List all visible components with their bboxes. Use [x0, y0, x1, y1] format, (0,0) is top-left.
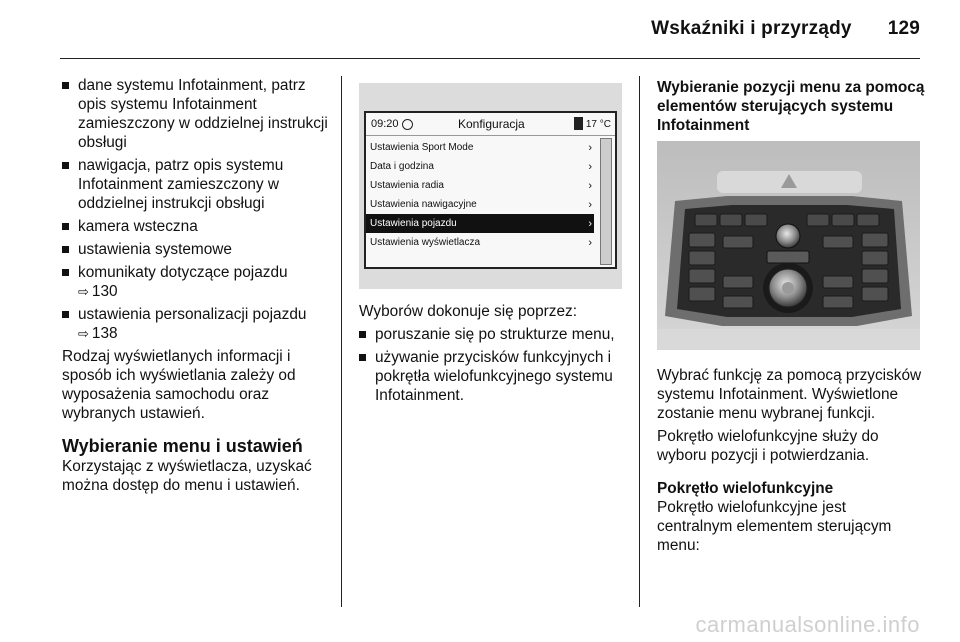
header-divider: [60, 58, 920, 59]
clock-icon: [402, 119, 413, 130]
chevron-right-icon: ›: [588, 160, 592, 173]
screen-scrollbar[interactable]: [600, 138, 612, 265]
chevron-right-icon: ›: [588, 179, 592, 192]
chevron-right-icon: ›: [588, 236, 592, 249]
list-item: ustawienia systemowe: [62, 240, 334, 259]
chapter-title: Wskaźniki i przyrządy: [651, 18, 852, 39]
screen-menu-item[interactable]: Data i godzina ›: [370, 160, 592, 173]
page-ref[interactable]: 130: [91, 283, 118, 300]
column-2-text: [359, 302, 631, 409]
paragraph: Wybrać funkcję za pomocą przycisków systemu Infotainment. Wyświetlone zostanie menu wybranej funkcji.: [657, 367, 922, 422]
list-item: nawigacja, patrz opis systemu Infotainment zamieszczony w oddzielnej instrukcji obsługi: [62, 156, 334, 213]
list-item: komunikaty dotyczące pojazdu ⇨ 130: [62, 263, 334, 301]
console-illustration: [657, 141, 920, 350]
screen-menu-item[interactable]: Ustawienia Sport Mode ›: [370, 141, 592, 154]
column-divider-1: [341, 76, 342, 607]
screen-menu-item[interactable]: Ustawienia wyświetlacza ›: [370, 236, 592, 249]
feature-list: [62, 76, 334, 343]
screen-menu-list: [366, 136, 615, 252]
screen-temperature: 17 °C: [585, 118, 611, 130]
section-heading: Wybieranie pozycji menu za pomocą elementów sterujących systemu Infotainment: [657, 79, 925, 134]
display-screen: [364, 111, 617, 269]
screen-header: [366, 113, 615, 136]
screen-time: 09:20: [371, 118, 399, 130]
chevron-right-icon: ›: [588, 141, 592, 154]
column-3-text: [657, 366, 925, 559]
paragraph: Wyborów dokonuje się poprzez:: [359, 303, 578, 320]
screen-menu-item-selected[interactable]: Ustawienia pojazdu ›: [366, 214, 594, 233]
list-item: kamera wsteczna: [62, 217, 334, 236]
screen-menu-item[interactable]: Ustawienia radia ›: [370, 179, 592, 192]
paragraph: Pokrętło wielofunkcyjne jest centralnym elementem sterującym menu:: [657, 499, 892, 554]
page-ref-arrow-icon: ⇨: [78, 326, 89, 341]
subsection-heading: Pokrętło wielofunkcyjne: [657, 480, 834, 497]
list-item: używanie przycisków funkcyjnych i pokrętła wielofunkcyjnego systemu Infotainment.: [359, 348, 631, 405]
column-1: [62, 76, 334, 499]
chevron-right-icon: ›: [588, 217, 592, 230]
thermometer-icon: [574, 117, 583, 130]
list-item: dane systemu Infotainment, patrz opis systemu Infotainment zamieszczony w oddzielnej instrukcji obsługi: [62, 76, 334, 152]
page-ref-arrow-icon: ⇨: [78, 284, 89, 299]
page-ref[interactable]: 138: [91, 325, 118, 342]
infotainment-screen-figure: [359, 83, 622, 289]
infotainment-controls-photo: [657, 141, 920, 350]
column-divider-2: [639, 76, 640, 607]
list-item: ustawienia personalizacji pojazdu ⇨ 138: [62, 305, 334, 343]
paragraph: Pokrętło wielofunkcyjne służy do wyboru pozycji i potwierdzania.: [657, 428, 879, 464]
section-heading: Wybieranie menu i ustawień: [62, 436, 303, 456]
selection-methods-list: [359, 325, 631, 405]
screen-title: Konfiguracja: [458, 117, 525, 131]
watermark: carmanualsonline.info: [695, 612, 920, 637]
page-header: [651, 18, 920, 40]
paragraph: Korzystając z wyświetlacza, uzyskać można dostęp do menu i ustawień.: [62, 458, 312, 494]
chevron-right-icon: ›: [588, 198, 592, 211]
screen-menu-item[interactable]: Ustawienia nawigacyjne ›: [370, 198, 592, 211]
page-number: 129: [887, 18, 920, 39]
column-3-heading: [657, 78, 925, 149]
list-item: poruszanie się po strukturze menu,: [359, 325, 631, 344]
paragraph: Rodzaj wyświetlanych informacji i sposób ich wyświetlania zależy od wyposażenia samochodu oraz wybranych ustawień.: [62, 348, 296, 422]
